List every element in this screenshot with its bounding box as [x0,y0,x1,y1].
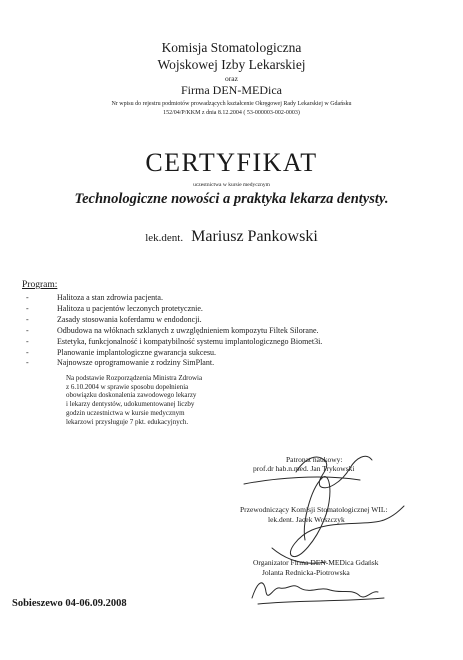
legal-line: godzin uczestnictwa w kursie medycznym [66,408,185,417]
organizer-signature [252,583,378,598]
certificate-subtitle: uczestnictwa w kursie medycznym [193,182,270,188]
place-and-date: Sobieszewo 04-06.09.2008 [12,598,127,609]
patron-name: prof.dr hab.n.med. Jan Trykowski [253,464,355,473]
legal-line: lekarzowi przysługuje 7 pkt. edukacyjnych. [66,417,189,426]
program-item: - Najnowsze oprogramowanie z rodziny SimPlant. [26,358,215,368]
program-title: Program: [22,280,58,290]
organizer-role: Organizator Firma DEN-MEDica Gdańsk [253,558,379,567]
program-item: - Halitoza a stan zdrowia pacjenta. [26,293,163,302]
program-item: - Halitoza u pacjentów leczonych protetycznie. [26,303,203,313]
recipient [0,228,463,246]
legal-line: Na podstawie Rozporządzenia Ministra Zdrowia [66,374,203,382]
program-item: - Odbudowa na włóknach szklanych z uwzględnieniem kompozytu Filtek Silorane. [26,325,319,335]
org-name-line1: Komisja Stomatologiczna [161,40,302,55]
legal-line: z 6.10.2004 w sprawie sposobu dopełnienia [66,382,189,391]
program-item: - Zasady stosowania koferdamu w endodoncji. [26,314,202,324]
recipient-name: Mariusz Pankowski [191,228,318,245]
chair-role: Przewodniczący Komisji Stomatologicznej WIL: [240,505,388,514]
conjunction-oraz: oraz [225,74,238,83]
recipient-prefix: lek.dent. [145,232,184,244]
program-item: - Estetyka, funkcjonalność i kompatybilność systemu implantologicznego Biomet3i. [26,336,323,346]
program-item: - Planowanie implantologiczne gwarancja sukcesu. [26,347,217,357]
legal-line: obowiązku doskonalenia zawodowego lekarzy [66,391,197,400]
legal-line: i lekarzy dentystów, udokumentowanej liczby [66,400,195,409]
organizer-signature-underline [258,598,384,604]
patron-role: Patronat naukowy: [286,455,343,464]
course-title: Technologiczne nowości a praktyka lekarza dentysty. [74,191,389,207]
chair-name: lek.dent. Jacek Woszczyk [268,515,345,524]
certificate-title: CERTYFIKAT [145,148,318,177]
patron-signature-flourish [244,477,360,484]
org-name-line2: Wojskowej Izby Lekarskiej [157,57,306,72]
org-name-line3: Firma DEN-MEDica [181,83,282,97]
organizer-name: Jolanta Rednicka-Piotrowska [262,568,350,577]
registry-note-line1: Nr wpisu do rejestru podmiotów prowadzących kształcenie Okręgowej Rady Lekarskiej w Gdańsku [111,101,352,107]
registry-note-line2: 152/04/P/KKM z dnia 8.12.2004 ( 53-000003-002-0003) [163,110,300,116]
program-list [26,293,322,369]
legal-basis-text [66,374,202,426]
